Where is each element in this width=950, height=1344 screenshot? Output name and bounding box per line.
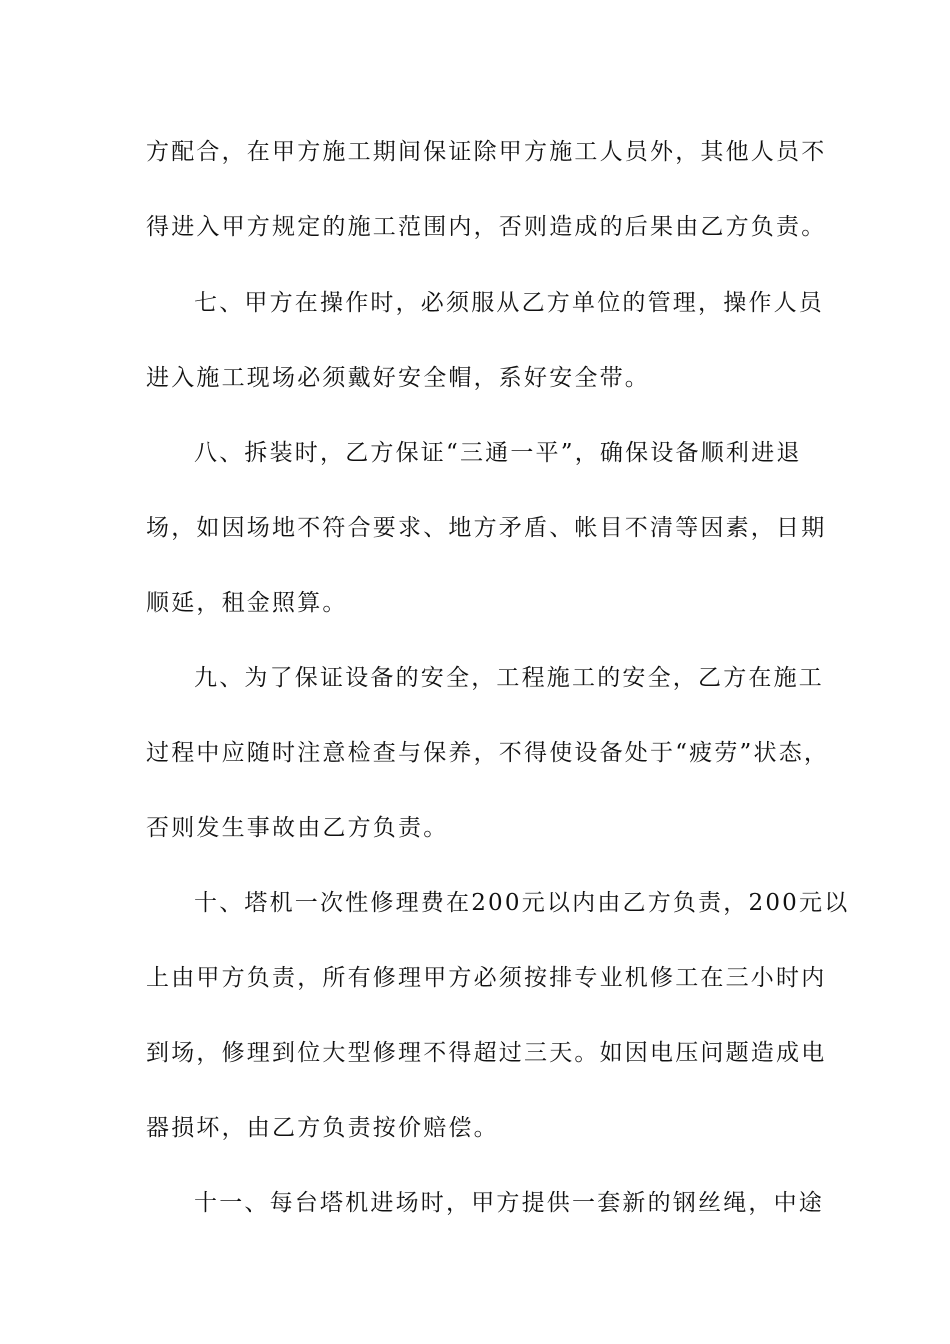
text-line: 八、拆装时，乙方保证“三通一平”，确保设备顺利进退 <box>194 440 802 466</box>
text-line: 九、为了保证设备的安全，工程施工的安全，乙方在施工 <box>194 665 824 691</box>
text-line: 上由甲方负责，所有修理甲方必须按排专业机修工在三小时内 <box>146 965 827 991</box>
text-line: 方配合，在甲方施工期间保证除甲方施工人员外，其他人员不 <box>146 139 827 165</box>
text-line: 顺延，租金照算。 <box>146 590 348 616</box>
text-line: 否则发生事故由乙方负责。 <box>146 815 449 841</box>
text-line: 七、甲方在操作时，必须服从乙方单位的管理，操作人员 <box>194 290 824 316</box>
text-line: 场，如因场地不符合要求、地方矛盾、帐目不清等因素，日期 <box>146 515 827 541</box>
text-line: 十、塔机一次性修理费在200元以内由乙方负责，200元以 <box>194 890 850 916</box>
text-line: 到场，修理到位大型修理不得超过三天。如因电压问题造成电 <box>146 1040 827 1066</box>
text-line: 进入施工现场必须戴好安全帽，系好安全带。 <box>146 365 650 391</box>
text-line: 器损坏，由乙方负责按价赔偿。 <box>146 1115 499 1141</box>
text-line: 十一、每台塔机进场时，甲方提供一套新的钢丝绳，中途 <box>194 1190 824 1216</box>
text-line: 过程中应随时注意检查与保养，不得使设备处于“疲劳”状态， <box>146 740 830 766</box>
text-line: 得进入甲方规定的施工范围内，否则造成的后果由乙方负责。 <box>146 214 827 240</box>
